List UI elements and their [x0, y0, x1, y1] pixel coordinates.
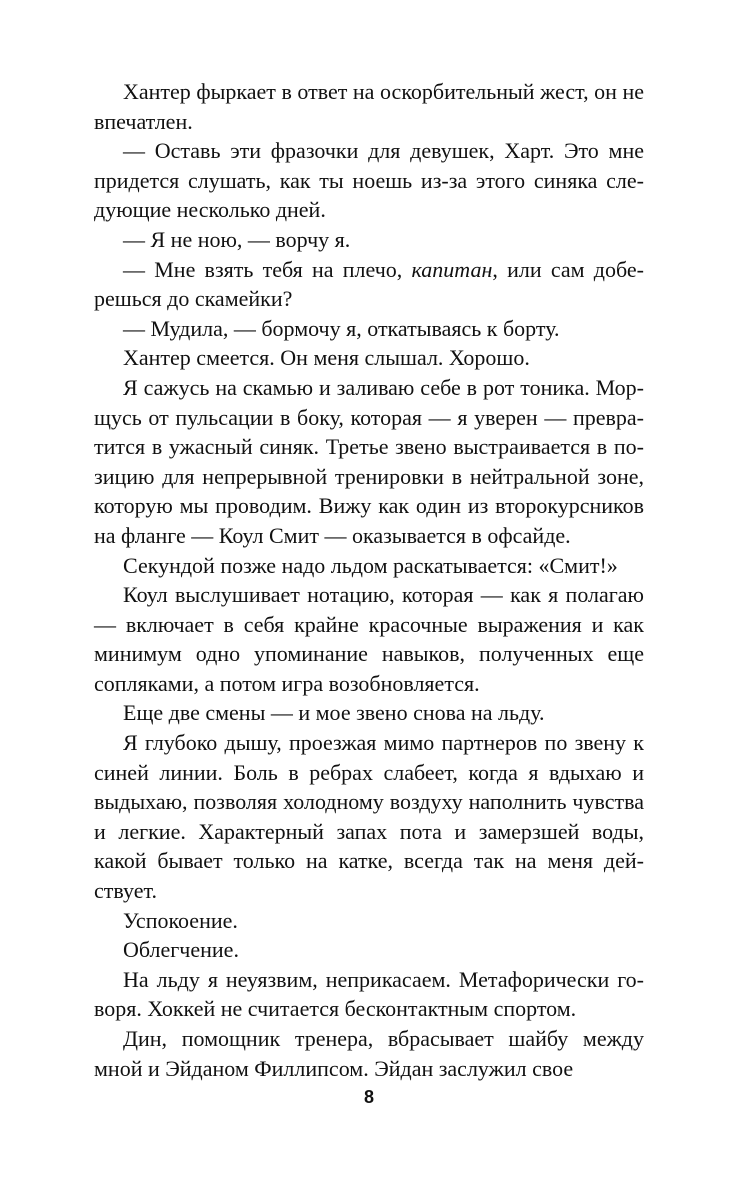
paragraph: Коул выслушивает нотацию, которая — как я полагаю — включает в себя крайне красочные выражения и как минимум одно упоминание навыков, полученных еще сопляками, а потом игра возобновляется.	[94, 582, 644, 696]
paragraph: Успокоение.	[123, 907, 238, 933]
emphasized-word: капитан	[411, 256, 493, 282]
paragraph: — Оставь эти фразочки для девушек, Харт. Это мне придется слушать, как ты ноешь из-за этого синяка следующие несколько дней.	[94, 138, 644, 223]
paragraph: Секундой позже надо льдом раскатывается: «Смит!»	[123, 552, 618, 578]
paragraph: Хантер смеется. Он меня слышал. Хорошо.	[123, 345, 530, 371]
paragraph: Облегчение.	[123, 937, 239, 963]
paragraph	[94, 255, 644, 314]
page-number: 8	[363, 1087, 374, 1107]
paragraph: Хантер фыркает в ответ на оскорбительный жест, он не впечатлен.	[94, 79, 644, 134]
paragraph: Еще две смены — и мое звено снова на льду.	[123, 700, 545, 726]
paragraph: Дин, помощник тренера, вбрасывает шайбу между мной и Эйданом Филлипсом. Эйдан заслужил свое	[94, 1026, 644, 1081]
paragraph-text-before: — Мне взять тебя на плечо,	[123, 256, 412, 282]
paragraph: Я глубоко дышу, проезжая мимо партнеров по звену к синей линии. Боль в ребрах слабеет, когда я вдыхаю и выдыхаю, позволяя холодному воздуху наполнить чувства и легкие. Характерный запах пота и замерзшей воды, какой бывает только на катке, всегда так на меня действует.	[94, 730, 644, 904]
paragraph: На льду я неуязвим, неприкасаем. Метафорически говоря. Хоккей не считается бесконтактным спортом.	[94, 966, 644, 1022]
paragraph: — Я не ною, — ворчу я.	[123, 226, 351, 252]
paragraph: — Мудила, — бормочу я, откатываясь к борту.	[123, 315, 560, 341]
page-body	[94, 77, 644, 1083]
paragraph-text-after: , или сам доберешься до скамейки?	[94, 256, 644, 312]
paragraph: Я сажусь на скамью и заливаю себе в рот тоника. Морщусь от пульсации в боку, которая — я уверен — превратится в ужасный синяк. Третье звено выстраивается в позицию для непрерывной тренировки в нейтральной зоне, которую мы проводим. Вижу как один из второкурсников на фланге — Коул Смит — оказывается в офсайде.	[94, 374, 644, 548]
